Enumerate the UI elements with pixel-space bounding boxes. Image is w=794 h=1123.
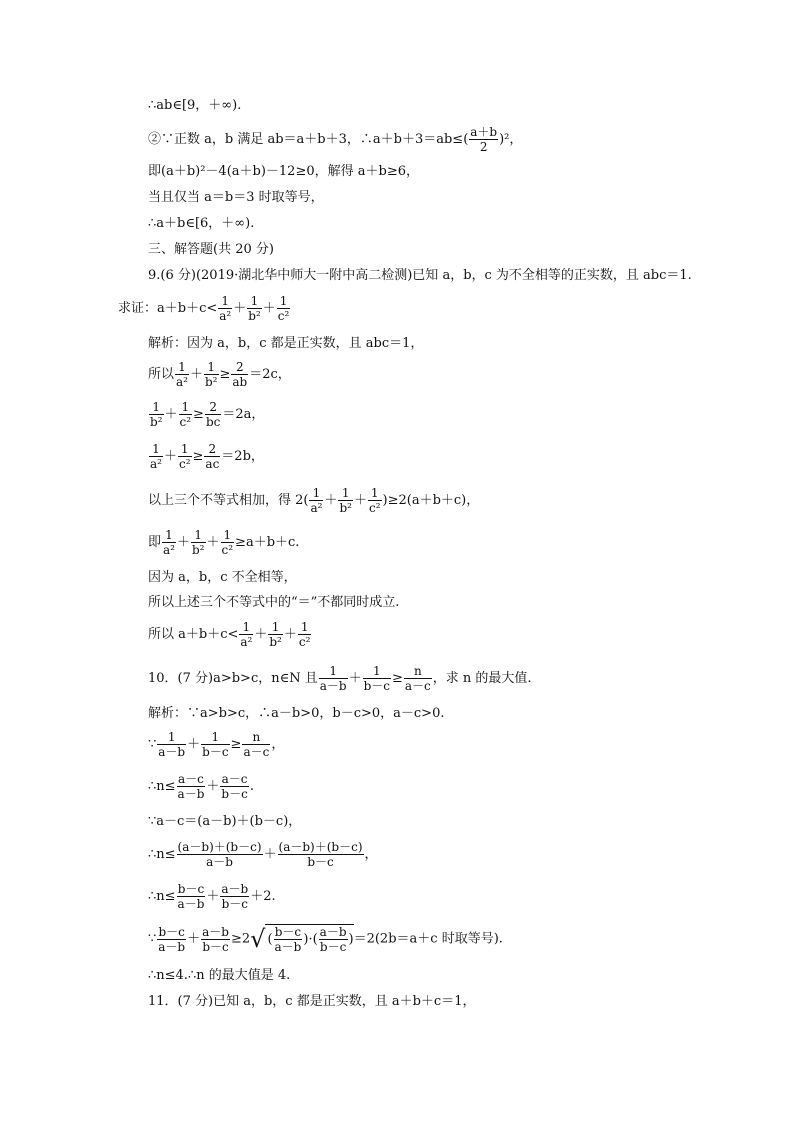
solution-10-step-5: ∴n≤ $\frac{b-c}{a-b}$ ＋ $\frac{a-b}{b-c}$ ＋2.	[148, 882, 276, 911]
question-11-stem: 11．(7 分)已知 a，b，c 都是正实数，且 a＋b＋c＝1，	[148, 994, 476, 1009]
question-9-claim: 求证：a＋b＋c< $\frac{1}{\text{a²}}$ ＋ $\frac{1}{\text{b²}}$ ＋ $\frac{1}{\text{c²}}$	[118, 294, 290, 323]
line-equality-case: 当且仅当 a＝b＝3 时取等号，	[148, 190, 324, 205]
solution-9-step-c: 所以 $\frac{1}{\text{a²}}$ ＋ $\frac{1}{\text{b²}}$ ≥ $\frac{2}{ab}$ ＝2c，	[148, 360, 291, 389]
solution-9-conclusion: 所以 a＋b＋c< $\frac{1}{\text{a²}}$ ＋ $\frac{1}{\text{b²}}$ ＋ $\frac{1}{\text{c²}}$	[148, 620, 311, 649]
line-apb-range: ∴a＋b∈[6，＋∞).	[148, 216, 255, 231]
solution-10-step-3: ∵a－c＝(a－b)＋(b－c)，	[148, 814, 302, 829]
solution-10-step-6: ∵ $\frac{b-c}{a-b}$ ＋ $\frac{a-b}{b-c}$ ≥2√ ( $\frac{b-c}{a-b}$ )·( $\frac{a-b}{b-c}$ )＝2(2b＝a＋c 时取等号).	[148, 924, 503, 954]
question-10-stem: 10．(7 分)a>b>c，n∈N 且 $\frac{1}{a-b}$ ＋ $\frac{1}{b-c}$ ≥ $\frac{n}{a-c}$ ，求 n 的最大值.	[148, 664, 532, 693]
solution-10-step-2: ∴n≤ $\frac{a-c}{a-b}$ ＋ $\frac{a-c}{b-c}$ .	[148, 772, 254, 801]
fraction: $\frac{a+b}{2}$	[470, 125, 498, 154]
solution-10-step-4: ∴n≤ $\frac{(a-b)+(b-c)}{a-b}$ ＋ $\frac{(a-b)+(b-c)}{b-c}$ ，	[148, 840, 378, 869]
line-ab-condition: ②∵正数 a，b 满足 ab＝a＋b＋3，∴a＋b＋3＝ab≤( $\frac{a+b}{2}$ )²，	[148, 125, 523, 154]
square-root: ( $\frac{b-c}{a-b}$ )·( $\frac{a-b}{b-c}$ )	[267, 925, 354, 954]
section-heading: 三、解答题(共 20 分)	[148, 242, 274, 257]
solution-9-intro: 解析：因为 a，b，c 都是正实数，且 abc＝1，	[148, 336, 424, 351]
solution-10-answer: ∴n≤4.∴n 的最大值是 4.	[148, 968, 291, 983]
solution-9-sum: 以上三个不等式相加，得 2( $\frac{1}{\text{a²}}$ ＋ $\frac{1}{\text{b²}}$ ＋ $\frac{1}{\text{c²}}$ )≥2(a＋b＋c)，	[148, 486, 480, 515]
line-ab-range: ∴ab∈[9，＋∞).	[148, 98, 242, 113]
question-9-stem: 9.(6 分)(2019·湖北华中师大一附中高二检测)已知 a，b，c 为不全相等的正实数，且 abc＝1.	[148, 268, 692, 283]
line-inequality-solve: 即(a＋b)²－4(a＋b)－12≥0，解得 a＋b≥6，	[148, 164, 419, 179]
solution-9-step-b: $\frac{1}{\text{a²}}$ ＋ $\frac{1}{\text{c²}}$ ≥ $\frac{2}{ac}$ ＝2b，	[150, 442, 264, 471]
solution-9-note-2: 所以上述三个不等式中的“＝”不都同时成立.	[148, 595, 400, 610]
solution-10-step-1: ∵ $\frac{1}{a-b}$ ＋ $\frac{1}{b-c}$ ≥ $\frac{n}{a-c}$ ，	[148, 730, 285, 759]
solution-9-result: 即 $\frac{1}{\text{a²}}$ ＋ $\frac{1}{\text{b²}}$ ＋ $\frac{1}{\text{c²}}$ ≥a＋b＋c.	[148, 528, 300, 557]
solution-9-step-a: $\frac{1}{\text{b²}}$ ＋ $\frac{1}{\text{c²}}$ ≥ $\frac{2}{bc}$ ＝2a，	[150, 400, 265, 429]
solution-9-note: 因为 a，b，c 不全相等，	[148, 570, 297, 585]
solution-10-intro: 解析：∵a>b>c，∴a－b>0，b－c>0，a－c>0.	[148, 706, 445, 721]
